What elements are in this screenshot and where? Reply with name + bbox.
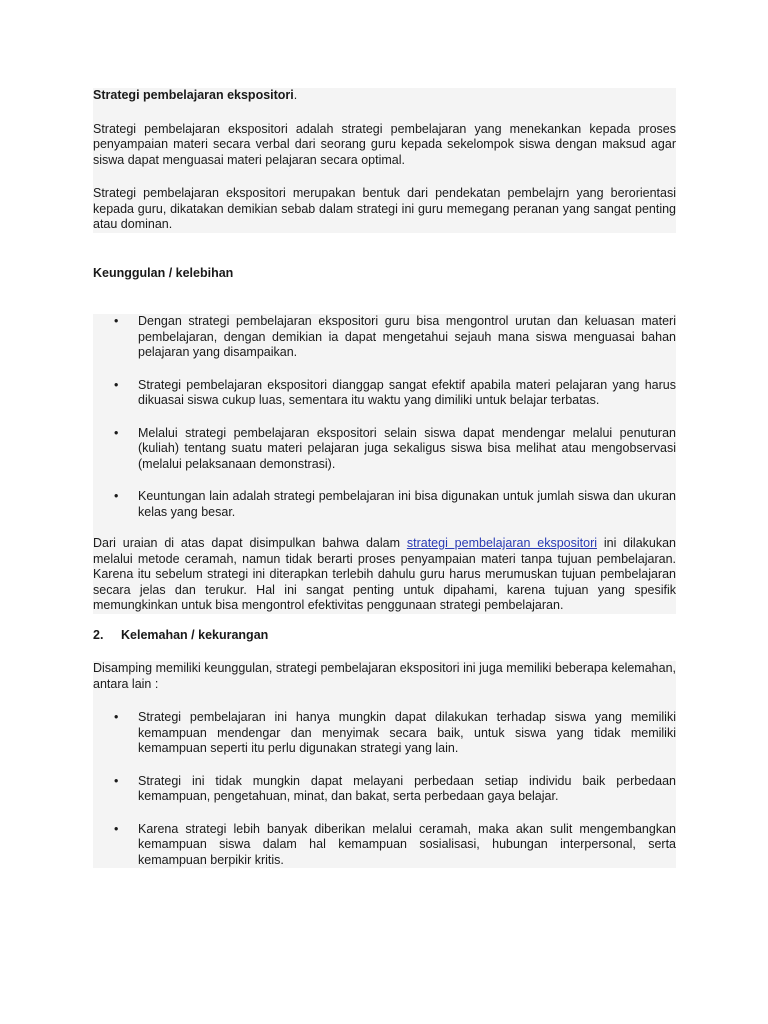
paragraph-definition: Strategi pembelajaran ekspositori adalah strategi pembelajaran yang menekankan kepada proses penyampaian materi secara verbal dari seorang guru kepada sekelompok siswa dengan maksud agar siswa dapat menguasai materi pelajaran secara optimal. (93, 121, 676, 167)
bullet-icon: • (114, 489, 119, 503)
list-item: • Keuntungan lain adalah strategi pembelajaran ini bisa digunakan untuk jumlah siswa dan ukuran kelas yang besar. (114, 489, 676, 519)
bullet-icon: • (114, 425, 119, 440)
kelemahan-block (93, 661, 676, 868)
heading-kelemahan (93, 628, 676, 644)
paragraph-conclusion: Dari uraian di atas dapat disimpulkan bahwa dalam strategi pembelajaran ekspositori ini dilakukan melalui metode ceramah, namun tidak berarti proses penyampaian materi tanpa tujuan pembelajaran. Karena itu sebelum strategi ini diterapkan terlebih dahulu guru harus merumuskan tujuan pembelajaran secara jelas dan terukur. Hal ini sangat penting untuk dipahami, karena tujuan yang spesifik memungkinkan untuk bisa mengontrol efektivitas penggunaan strategi pembelajaran. (93, 536, 676, 612)
bullet-icon: • (114, 314, 119, 328)
list-item: • Strategi pembelajaran ini hanya mungkin dapat dilakukan terhadap siswa yang memiliki kemampuan mendengar dan menyimak secara baik, untuk siswa yang tidak memiliki kemampuan seperti itu perlu digunakan strategi yang lain. (114, 710, 676, 755)
list-item: • Melalui strategi pembelajaran ekspositori selain siswa dapat mendengar melalui penuturan (kuliah) tentang suatu materi pelajaran juga sekaligus siswa bisa melihat atau mengobservasi (melalui pelaksanaan demonstrasi). (114, 425, 676, 471)
heading-number: 2. (93, 627, 104, 642)
list-item: • Dengan strategi pembelajaran ekspositori guru bisa mengontrol urutan dan keluasan materi pembelajaran, dengan demikian ia dapat mengetahui sejauh mana siswa menguasai bahan pelajaran yang disampaikan. (114, 314, 676, 359)
list-item: • Strategi ini tidak mungkin dapat melayani perbedaan setiap individu baik perbedaan kemampuan, pengetahuan, minat, dan bakat, serta perbedaan gaya belajar. (114, 773, 676, 803)
heading-keunggulan: Keunggulan / kelebihan (93, 265, 234, 280)
paragraph-intro: Disamping memiliki keunggulan, strategi pembelajaran ekspositori ini juga memiliki beberapa kelemahan, antara lain : (93, 661, 676, 691)
keunggulan-block (93, 314, 676, 614)
list-item: • Strategi pembelajaran ekspositori dianggap sangat efektif apabila materi pelajaran yang harus dikuasai siswa cukup luas, sementara itu waktu yang dimiliki untuk belajar terbatas. (114, 377, 676, 407)
list-item: • Karena strategi lebih banyak diberikan melalui ceramah, maka akan sulit mengembangkan kemampuan siswa dalam hal kemampuan sosialisasi, hubungan interpersonal, serta kemampuan berpikir kritis. (114, 821, 676, 867)
keunggulan-list (93, 314, 676, 520)
bullet-icon: • (114, 377, 119, 392)
section-ekspositori (93, 88, 676, 233)
section-title (93, 88, 676, 104)
title-text: Strategi pembelajaran ekspositori (93, 88, 294, 102)
ekspositori-link[interactable]: strategi pembelajaran ekspositori (406, 536, 598, 550)
kelemahan-list (93, 710, 676, 868)
document-page (93, 88, 676, 868)
bullet-icon: • (114, 773, 119, 788)
paragraph-orientation: Strategi pembelajaran ekspositori merupakan bentuk dari pendekatan pembelajrn yang berorientasi kepada guru, dikatakan demikian sebab dalam strategi ini guru memegang peranan yang sangat penting atau dominan. (93, 186, 676, 231)
title-suffix: . (293, 88, 298, 102)
bullet-icon: • (114, 821, 119, 836)
bullet-icon: • (114, 710, 119, 724)
heading-text: Kelemahan / kekurangan (121, 627, 269, 642)
